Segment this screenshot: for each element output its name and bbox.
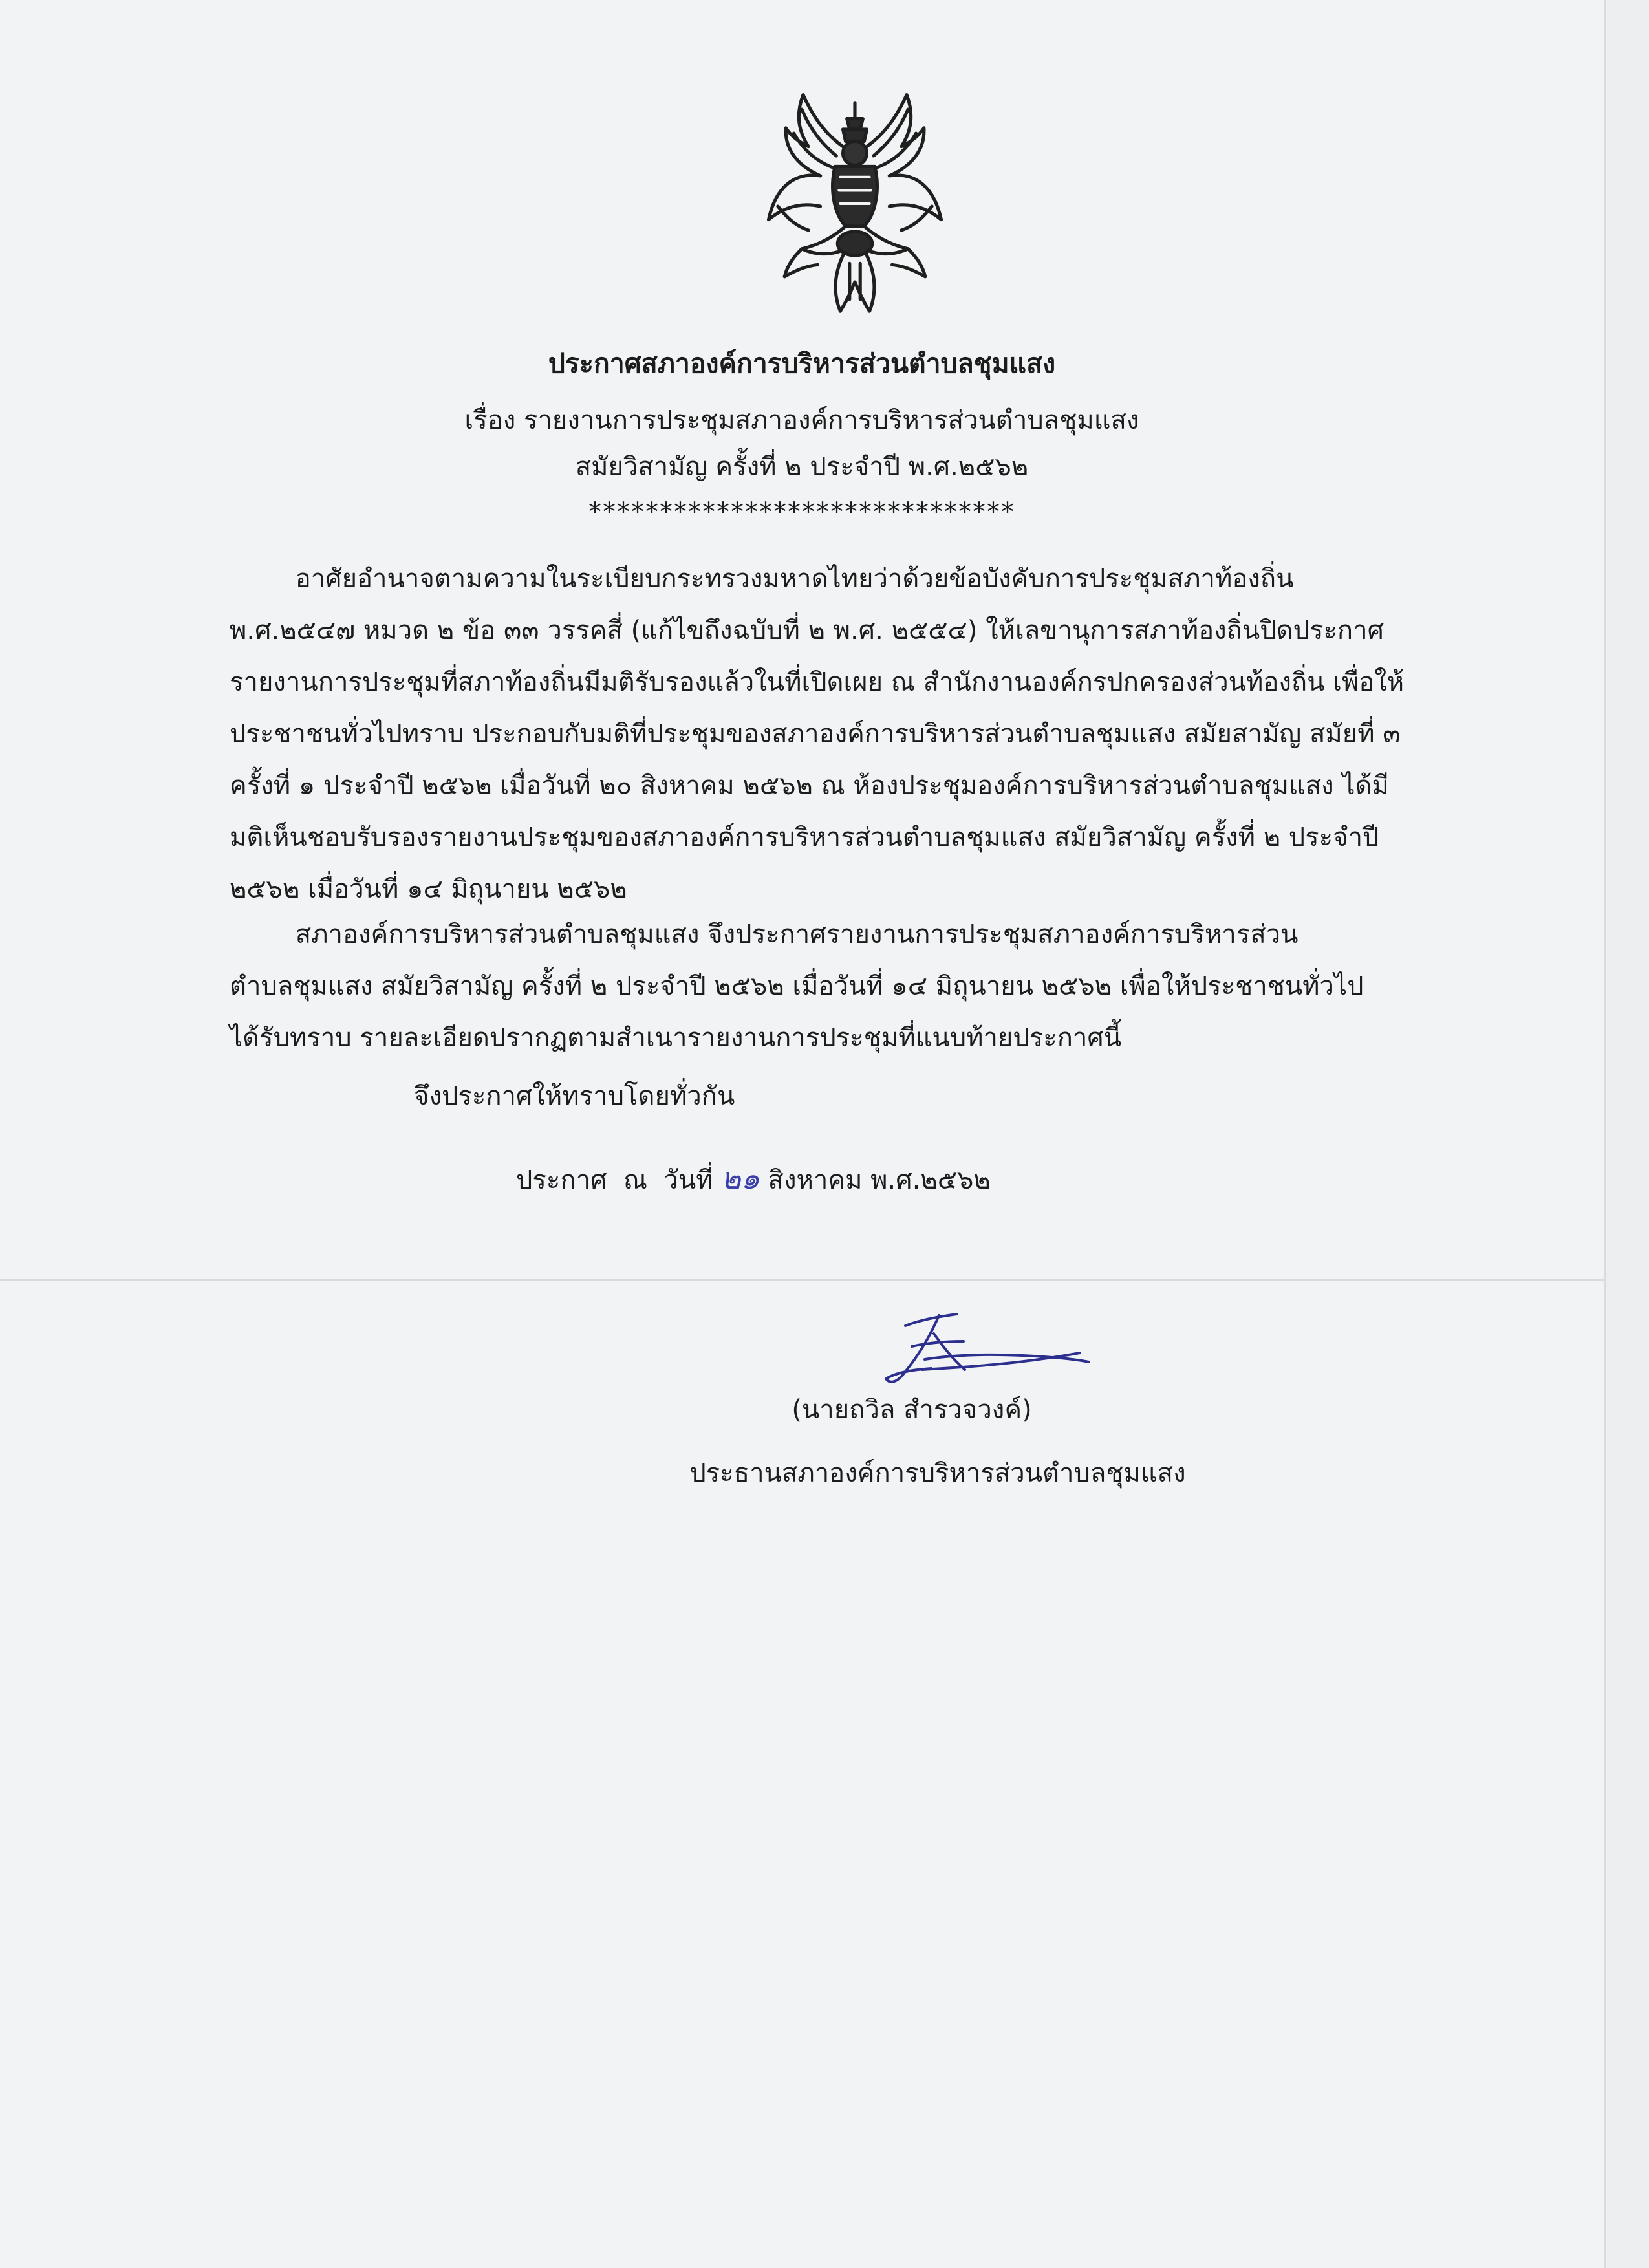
handwritten-day: ๒๑ (721, 1161, 760, 1196)
meeting-session: สมัยวิสามัญ ครั้งที่ ๒ ประจำปี พ.ศ.๒๕๖๒ (575, 452, 1029, 482)
announcement-subject: เรื่อง รายงานการประชุมสภาองค์การบริหารส่วนตำบลชุมแสง (464, 405, 1139, 435)
paragraph-line: อาศัยอำนาจตามความในระเบียบกระทรวงมหาดไทยว่าด้วยข้อบังคับการประชุมสภาท้องถิ่น (230, 564, 1294, 594)
paragraph-1 (230, 553, 1404, 915)
signatory-position: ประธานสภาองค์การบริหารส่วนตำบลชุมแสง (689, 1458, 1186, 1488)
paragraph-line: พ.ศ.๒๕๔๗ หมวด ๒ ข้อ ๓๓ วรรคสี่ (แก้ไขถึงฉบับที่ ๒ พ.ศ. ๒๕๕๔) ให้เลขานุการสภาท้องถิ่นปิดประกาศ (230, 616, 1384, 645)
date-suffix: สิงหาคม พ.ศ.๒๕๖๒ (759, 1165, 991, 1195)
paragraph-line: ได้รับทราบ รายละเอียดปรากฏตามสำเนารายงานการประชุมที่แนบท้ายประกาศนี้ (230, 1023, 1122, 1053)
paragraph-line: ครั้งที่ ๑ ประจำปี ๒๕๖๒ เมื่อวันที่ ๒๐ สิงหาคม ๒๕๖๒ ณ ห้องประชุมองค์การบริหารส่วนตำบลชุมแสง ได้มี (230, 771, 1389, 801)
paragraph-line: ๒๕๖๒ เมื่อวันที่ ๑๔ มิถุนายน ๒๕๖๒ (230, 874, 627, 904)
paragraph-line: สภาองค์การบริหารส่วนตำบลชุมแสง จึงประกาศรายงานการประชุมสภาองค์การบริหารส่วน (230, 920, 1299, 949)
announcement-title: ประกาศสภาองค์การบริหารส่วนตำบลชุมแสง (548, 348, 1056, 379)
paragraph-2 (230, 909, 1364, 1064)
paper-fold-line (0, 1279, 1604, 1281)
garuda-emblem-icon (755, 89, 954, 322)
separator-line: ****************************** (588, 497, 1015, 527)
paragraph-line: ประชาชนทั่วไปทราบ ประกอบกับมติที่ประชุมของสภาองค์การบริหารส่วนตำบลชุมแสง สมัยสามัญ สมัยที่ ๓ (230, 719, 1401, 749)
paragraph-line: มติเห็นชอบรับรองรายงานประชุมของสภาองค์การบริหารส่วนตำบลชุมแสง สมัยวิสามัญ ครั้งที่ ๒ ประจำปี (230, 823, 1379, 852)
date-prefix: ประกาศ ณ วันที่ (516, 1165, 722, 1195)
announcement-date (516, 1152, 991, 1206)
closing-statement: จึงประกาศให้ทราบโดยทั่วกัน (414, 1081, 735, 1111)
paragraph-line: รายงานการประชุมที่สภาท้องถิ่นมีมติรับรองแล้วในที่เปิดเผย ณ สำนักงานองค์กรปกครองส่วนท้องถิ่น เพื่อให้ (230, 667, 1405, 697)
signatory-name: (นายถวิล สำรวจวงค์) (792, 1395, 1032, 1425)
paragraph-line: ตำบลชุมแสง สมัยวิสามัญ ครั้งที่ ๒ ประจำปี ๒๕๖๒ เมื่อวันที่ ๑๔ มิถุนายน ๒๕๖๒ เพื่อให้ประชาชนทั่วไป (230, 971, 1364, 1001)
